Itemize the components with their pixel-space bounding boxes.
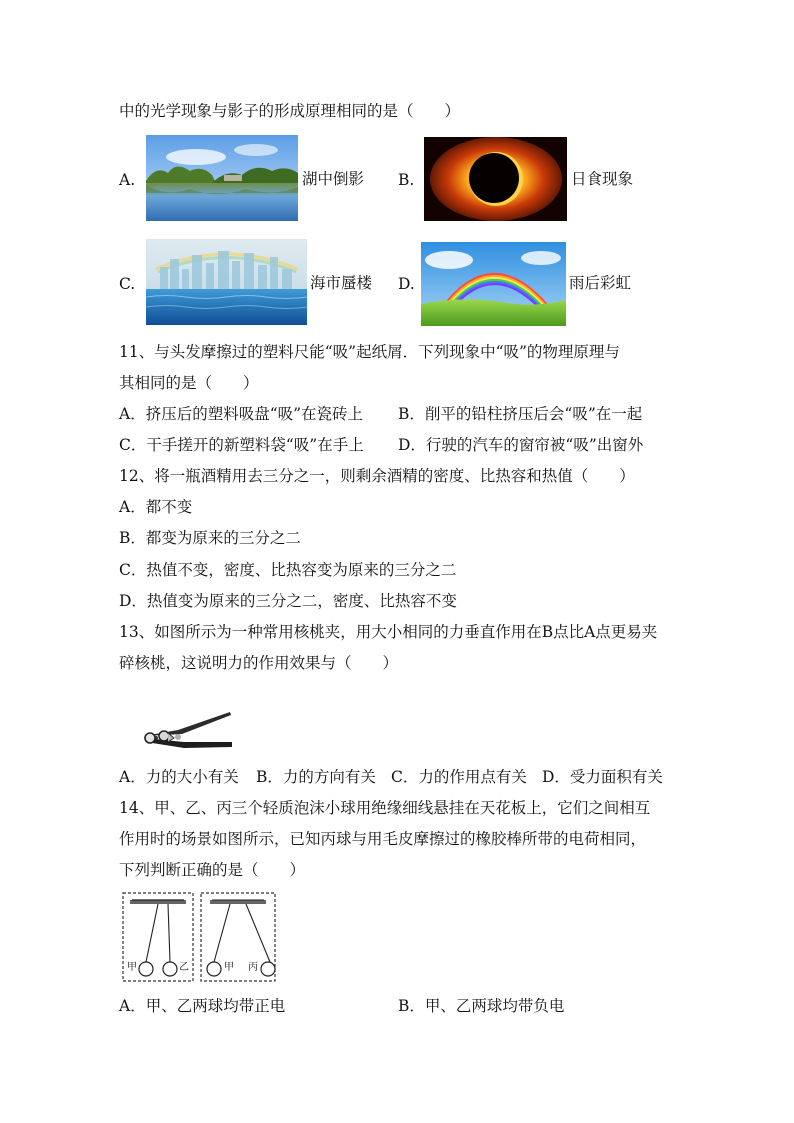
q13-option-a: A．力的大小有关 xyxy=(119,768,239,786)
q11-stem-line1: 11、与头发摩擦过的塑料尺能“吸”起纸屑．下列现象中“吸”的物理原理与 xyxy=(119,343,620,361)
q14-right-ball-label-bing: 丙 xyxy=(248,962,258,973)
q12-option-c: C．热值不变，密度、比热容变为原来的三分之二 xyxy=(119,561,457,579)
q14-stem-line3: 下列判断正确的是（ ） xyxy=(119,861,306,879)
q13-option-c: C．力的作用点有关 xyxy=(391,768,527,786)
q14-stem-line2: 作用时的场景如图所示，已知丙球与用毛皮摩擦过的橡胶棒所带的电荷相同， xyxy=(119,830,647,848)
q12-stem: 12、将一瓶酒精用去三分之一，则剩余酒精的密度、比热容和热值（ ） xyxy=(119,467,635,485)
rainbow-photo xyxy=(421,242,566,326)
q14-option-a: A．甲、乙两球均带正电 xyxy=(119,997,286,1015)
solar-eclipse-photo xyxy=(424,137,567,221)
q10-option-d-caption: 雨后彩虹 xyxy=(569,274,632,292)
q10-stem: 中的光学现象与影子的形成原理相同的是（ ） xyxy=(119,102,461,120)
q11-option-c: C．干手搓开的新塑料袋“吸”在手上 xyxy=(119,436,364,454)
q11-option-d: D．行驶的汽车的窗帘被“吸”出窗外 xyxy=(398,436,644,454)
q10-option-c-caption: 海市蜃楼 xyxy=(310,274,373,292)
q11-option-b: B．削平的铅柱挤压后会“吸”在一起 xyxy=(398,405,643,423)
q10-option-a-caption: 湖中倒影 xyxy=(302,170,365,188)
q10-option-a-letter: A. xyxy=(119,171,136,189)
q12-option-b: B．都变为原来的三分之二 xyxy=(119,529,301,547)
q13-stem-line2: 碎核桃，这说明力的作用效果与（ ） xyxy=(119,654,399,672)
q10-option-b-caption: 日食现象 xyxy=(571,170,634,188)
q12-option-a: A．都不变 xyxy=(119,498,193,516)
q13-option-d: D．受力面积有关 xyxy=(542,768,663,786)
q14-figure-right xyxy=(200,892,276,982)
q14-left-ball-label-jia: 甲 xyxy=(127,962,137,973)
q13-stem-line1: 13、如图所示为一种常用核桃夹，用大小相同的力垂直作用在B点比A点更易夹 xyxy=(119,623,658,641)
q12-option-d: D．热值变为原来的三分之二，密度、比热容不变 xyxy=(119,592,457,610)
q11-option-a: A．挤压后的塑料吸盘“吸”在瓷砖上 xyxy=(119,405,364,423)
mirage-photo xyxy=(146,239,307,325)
q14-left-ball-label-yi: 乙 xyxy=(179,962,189,973)
q11-stem-line2: 其相同的是（ ） xyxy=(119,374,259,392)
q10-option-d-letter: D. xyxy=(398,275,415,293)
q14-figure-left xyxy=(122,892,194,982)
nutcracker-figure xyxy=(138,706,234,754)
q10-option-c-letter: C. xyxy=(119,275,136,293)
q10-option-b-letter: B. xyxy=(398,171,415,189)
q13-option-b: B．力的方向有关 xyxy=(256,768,376,786)
lake-reflection-photo xyxy=(146,135,298,221)
q14-option-b: B．甲、乙两球均带负电 xyxy=(398,997,565,1015)
q14-right-ball-label-jia: 甲 xyxy=(224,962,234,973)
q14-stem-line1: 14、甲、乙、丙三个轻质泡沫小球用绝缘细线悬挂在天花板上，它们之间相互 xyxy=(119,799,651,817)
